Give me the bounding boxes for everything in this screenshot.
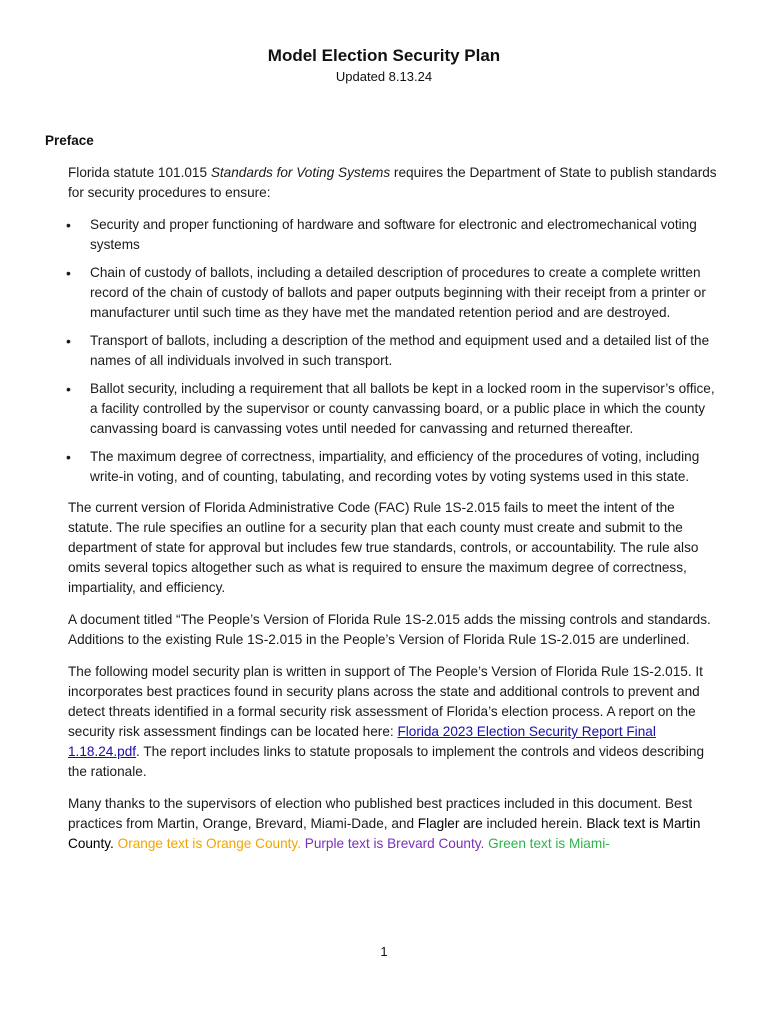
thanks-text-start: Many thanks to the supervisors of election who published best practices included in this document. Best practices from Martin, Orange, Brevard, Miami-Dade, and <box>68 796 693 831</box>
list-item <box>68 447 722 487</box>
bullet-icon: • <box>66 381 71 397</box>
bullet-icon: • <box>66 333 71 349</box>
intro-italic-title: Standards for Voting Systems <box>210 165 391 180</box>
fac-paragraph: The current version of Florida Administrative Code (FAC) Rule 1S-2.015 fails to meet the intent of the statute. The rule specifies an outline for a security plan that each county must create and submit to the department of state for approval but includes few true standards, controls, or accountability. The rule also omits several topics altogether such as what is required to ensure the maximum degree of correctness, impartiality, and efficiency. <box>68 500 699 595</box>
bullet-icon: • <box>66 265 71 281</box>
brevard-color-key: Purple text is Brevard County. <box>304 836 485 851</box>
list-item <box>68 379 722 439</box>
thanks-text-mid: included herein. <box>482 816 587 831</box>
list-item <box>68 263 722 323</box>
model-plan-text-end: . The report includes links to statute proposals to implement the controls and videos describing the rationale. <box>68 744 705 779</box>
list-item-text: The maximum degree of correctness, impartiality, and efficiency of the procedures of voting, including write-in voting, and of counting, tabulating, and recording votes by voting systems used in this state. <box>90 449 700 484</box>
model-plan-text-start: The following model security plan is written in support of The People’s Version of Florida Rule 1S-2.015. It incorporates best practices found in security plans across the state and additional controls to prevent and detect threats identified in a formal security risk assessment of Florida’s election process. A report on the security risk assessment findings can be located here: <box>68 664 703 739</box>
miami-dade-color-key: Green text is Miami- <box>488 836 610 851</box>
peoples-version-paragraph: A document titled “The People’s Version of Florida Rule 1S-2.015 adds the missing controls and standards. Additions to the existing Rule 1S-2.015 in the People’s Version of Florida Rule 1S-2.015 are underlined. <box>68 612 711 647</box>
bullet-icon: • <box>66 217 71 233</box>
intro-text-end: requires the Department of State to publish standards for security procedures to ensure: <box>68 165 717 200</box>
bullet-icon: • <box>66 449 71 465</box>
martin-color-key: Black text is Martin County. <box>68 816 701 851</box>
orange-color-key: Orange text is Orange County. <box>117 836 301 851</box>
page-number: 1 <box>380 944 388 959</box>
list-item <box>68 215 722 255</box>
document-body <box>68 163 722 866</box>
document-title: Model Election Security Plan <box>267 46 501 65</box>
list-item-text: Ballot security, including a requirement that all ballots be kept in a locked room in the supervisor’s office, a facility controlled by the supervisor or county canvassing board, or a public place in which the county canvassing board is canvassing votes until needed for canvassing and returned thereafter. <box>90 381 715 436</box>
section-heading-preface: Preface <box>45 133 94 148</box>
list-item-text: Chain of custody of ballots, including a detailed description of procedures to create a complete written record of the chain of custody of ballots and paper outputs beginning with their receipt from a printer or manufacturer until such time as they have met the mandated retention period and are destroyed. <box>90 265 706 320</box>
intro-paragraph <box>68 163 722 203</box>
list-item <box>68 331 722 371</box>
requirements-list <box>68 215 722 487</box>
thanks-paragraph <box>68 794 722 854</box>
document-subtitle: Updated 8.13.24 <box>335 69 433 84</box>
security-report-link[interactable]: Florida 2023 Election Security Report Final 1.18.24.pdf <box>68 724 656 759</box>
model-plan-paragraph <box>68 662 722 782</box>
flagler-text: Flagler are <box>417 816 483 831</box>
intro-text-start: Florida statute 101.015 <box>68 165 211 180</box>
list-item-text: Transport of ballots, including a description of the method and equipment used and a detailed list of the names of all individuals involved in such transport. <box>90 333 710 368</box>
list-item-text: Security and proper functioning of hardware and software for electronic and electromechanical voting systems <box>90 217 697 252</box>
